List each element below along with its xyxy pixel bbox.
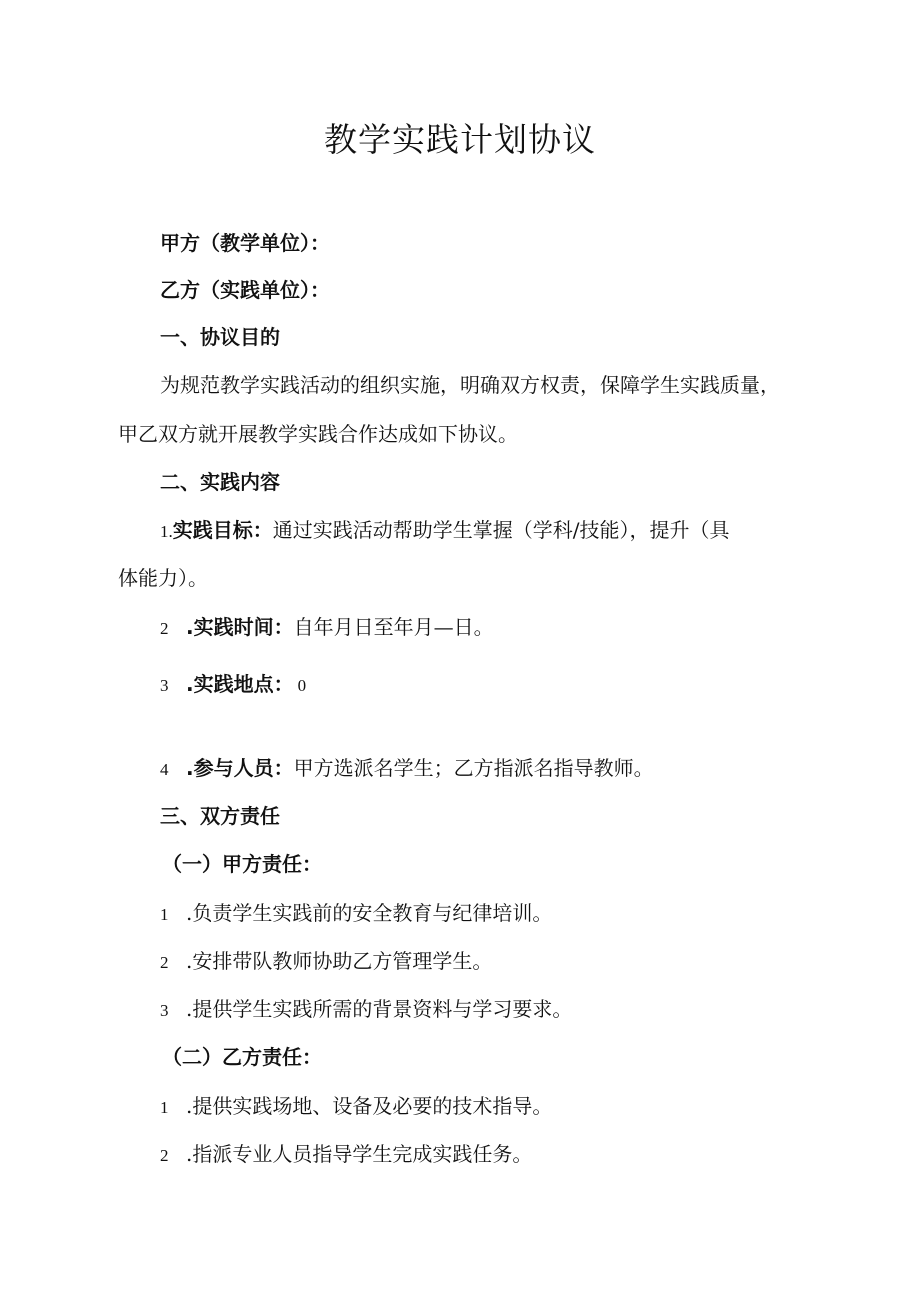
party-a-line: 甲方（教学单位）： — [160, 231, 330, 255]
item-2-line — [160, 613, 494, 643]
item-3-label: .实践地点： — [186, 672, 294, 696]
item-3-line — [160, 670, 306, 700]
duty-heading: 三、双方责任 — [160, 804, 280, 828]
duty-a-heading: （一）甲方责任： — [162, 852, 322, 876]
item-1-continuation: 体能力）。 — [118, 566, 208, 590]
party-b-line: 乙方（实践单位）： — [160, 278, 330, 302]
duty-b-item-number: 1 — [160, 1098, 169, 1117]
duty-a-item — [160, 995, 572, 1025]
item-1-text: 通过实践活动帮助学生掌握（学科/技能），提升（具 — [272, 518, 730, 542]
item-2-text: 自年月日至年月—日。 — [293, 615, 494, 639]
item-4-text: 甲方选派名学生；乙方指派名指导教师。 — [293, 756, 654, 780]
duty-b-item — [160, 1140, 532, 1170]
duty-a-item-text: .负责学生实践前的安全教育与纪律培训。 — [186, 901, 553, 925]
item-3-text: 0 — [297, 676, 307, 695]
purpose-paragraph-line2: 甲乙双方就开展教学实践合作达成如下协议。 — [118, 422, 518, 446]
duty-a-item-text: .提供学生实践所需的背景资料与学习要求。 — [186, 997, 573, 1021]
item-2-label: .实践时间： — [186, 615, 294, 639]
duty-b-heading: （二）乙方责任： — [162, 1045, 322, 1069]
content-heading: 二、实践内容 — [160, 470, 280, 494]
purpose-heading: 一、协议目的 — [160, 325, 280, 349]
item-1-line — [160, 516, 730, 546]
duty-a-item-number: 2 — [160, 953, 169, 972]
document-title: 教学实践计划协议 — [324, 120, 596, 159]
duty-b-item-text: .提供实践场地、设备及必要的技术指导。 — [186, 1094, 553, 1118]
duty-a-item-number: 1 — [160, 905, 169, 924]
duty-a-item-text: .安排带队教师协助乙方管理学生。 — [186, 949, 493, 973]
item-3-number: 3 — [160, 676, 169, 695]
purpose-paragraph-line1: 为规范教学实践活动的组织实施，明确双方权责，保障学生实践质量， — [160, 373, 780, 397]
duty-b-item-text: .指派专业人员指导学生完成实践任务。 — [186, 1142, 533, 1166]
item-1-number: 1. — [160, 522, 173, 541]
duty-b-item-number: 2 — [160, 1146, 169, 1165]
item-4-label: .参与人员： — [186, 756, 294, 780]
item-1-label: 实践目标： — [172, 518, 273, 542]
duty-a-item-number: 3 — [160, 1001, 169, 1020]
item-4-number: 4 — [160, 760, 169, 779]
item-4-line — [160, 754, 654, 784]
duty-b-item — [160, 1092, 552, 1122]
duty-a-item — [160, 947, 492, 977]
duty-a-item — [160, 899, 552, 929]
item-2-number: 2 — [160, 619, 169, 638]
